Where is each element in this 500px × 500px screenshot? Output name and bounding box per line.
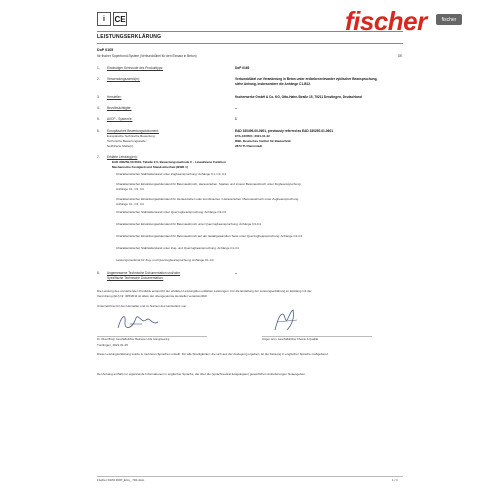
performance-line: Charakteristischer Einwirkungswiderstand für Betonausbruch, Herausziehen, Spalten und innerer Betonausbruch unter Zugbeanspruchung: bbox=[116, 182, 302, 186]
performance-line: Charakteristischer Stahlwiderstand unter Querzugbeanspruchung: Anhänge C3-C4 bbox=[116, 210, 227, 214]
signatory-name: Jürgen Grün, Geschäftsführer Chemie & Qualität bbox=[262, 338, 319, 341]
signed-for-text: Unterzeichnet für den Hersteller und im Namen des Herstellers von: bbox=[97, 304, 188, 308]
item-value: 1 bbox=[235, 117, 237, 121]
signature-line bbox=[97, 336, 207, 337]
brand-logo: fischer bbox=[345, 6, 427, 36]
header-marks bbox=[97, 12, 127, 26]
footer-file: Fischer DATA DOP_ECs_ 740.xlsm bbox=[97, 478, 145, 482]
item-value: -- bbox=[235, 271, 238, 275]
performance-line: Anhänge C1, C3, C4 bbox=[116, 202, 144, 206]
item-label: Hersteller: bbox=[107, 95, 122, 99]
item-sublabel: Technische Bewertungsstelle: bbox=[107, 139, 147, 143]
item-sublabel: Notifizierte Stelle(n): bbox=[107, 144, 135, 148]
item-value: EAD 330499-00-0601, previously referred as EAD 330250-01-0601 bbox=[235, 129, 333, 133]
ce-mark-icon: CE bbox=[113, 12, 127, 26]
signature-image bbox=[265, 308, 305, 334]
item-number: 1. bbox=[97, 66, 100, 70]
book-icon: i bbox=[97, 12, 111, 26]
language-code: DE bbox=[398, 54, 403, 58]
item-value: -- bbox=[235, 106, 238, 110]
brand-badge-icon: fischer bbox=[436, 14, 462, 25]
item-value: ETA-16/0501; 2021-01-22 bbox=[235, 134, 270, 138]
item-value-cont: siehe Anhang, insbesondere die Anhänge C1-B12. bbox=[235, 82, 311, 86]
performance-line: Charakteristischer Stahlwiderstand unter Zugbeanspruchung: Anhänge C1, C3, C4 bbox=[116, 172, 226, 176]
item-sublabel: Europäische Technische Bewertung: bbox=[107, 134, 156, 138]
footer-page: 1 / 1 bbox=[392, 478, 398, 482]
item-number: 4. bbox=[97, 106, 100, 110]
item-value: 2873 TU Darmstadt bbox=[235, 144, 263, 148]
item-label: Eindeutiger Kenncode des Produkttyps: bbox=[107, 66, 163, 70]
performance-line: Charakteristischer Stahlwiderstand unter Zug- und Querzugbeanspruchung: Anhänge C1-C4 bbox=[116, 246, 239, 250]
performance-line: Charakteristischer Einwirkungswiderstand für Herausziehen oder kombiniertes / Herausziehen / Betonausbruch unter Zugbeanspruchung: bbox=[116, 197, 299, 201]
item-number: 6. bbox=[97, 129, 100, 133]
statement-line: Die Leistung des vorstehenden Produkts entspricht der erklärten Leistung/den erklärten Leistungen. Für die Erstellung der Leistungserklärung im Einklang mit der bbox=[97, 289, 312, 293]
item-value: Verbunddübel zur Verankerung in Beton unter erdbebenrelevanter zyklischer Beanspruchung, bbox=[235, 77, 378, 81]
item-number: 2. bbox=[97, 77, 100, 81]
item-number: 3. bbox=[97, 95, 100, 99]
item-label: AVCP - System/e: bbox=[107, 117, 133, 121]
item-label: Verwendungszweck(e): bbox=[107, 77, 140, 81]
performance-line: Charakteristischer Einwirkungswiderstand für Betonausbruch unter Querzugbeanspruchung: Anhänge C3-C4 bbox=[116, 222, 261, 226]
item-number: 8. bbox=[97, 271, 100, 275]
signatory-name: Dr. Oliver Bürgi, Geschäftsführer Business Units & Engineering bbox=[97, 338, 170, 341]
title-divider bbox=[97, 43, 403, 44]
annex-note: Der Anhang enthält nur ergänzende Informationen in englischer Sprache, die über die (sprachneutral festgelegten) gesetzlichen Anforderungen hinausgehen. bbox=[97, 372, 306, 376]
item-label: Erklärte Leistung(en): bbox=[107, 155, 138, 159]
signature-line bbox=[262, 336, 372, 337]
item-label: Bevollmächtigter: bbox=[107, 106, 132, 110]
item-number: 7. bbox=[97, 155, 100, 159]
item-label: Europäisches Bewertungsdokument: bbox=[107, 129, 159, 133]
performance-line: Leistungsmerkmal für Zug- und Querzugbeanspruchung: Anhänge C1-C4 bbox=[116, 258, 214, 262]
item-value: fischerwerke GmbH & Co. KG, Otto-Hahn-Straße 15, 79211 Denzlingen, Deutschland bbox=[235, 95, 362, 99]
footer-divider bbox=[97, 476, 403, 477]
item-value: DIBt- Deutsches Institut für Bautechnik bbox=[235, 139, 291, 143]
item-number: 5. bbox=[97, 117, 100, 121]
item-label: Angemessene Technische Dokumentation und/oder bbox=[107, 271, 180, 275]
place-date: Tumlingen, 2021-01-25 bbox=[97, 343, 128, 347]
dop-subtitle: für fischer Superbond-System (Verbunddübel für den Einsatz in Beton) bbox=[97, 54, 197, 58]
dop-number: DoP 0165 bbox=[97, 48, 114, 52]
performance-subheading: Mechanische Festigkeit und Standsicherheit (BWR 1) bbox=[112, 165, 188, 169]
performance-heading: EAD 330250-00-0601, Tabelle 2.5, Bewertungsmethode C - Lineal/eiene Funktion bbox=[112, 160, 226, 164]
performance-line: Charakteristischer Einwirkungswiderstand für Betonausbruch auf der lastabgewandten Seite unter Querzugbeanspruchung: Anhänge C2-C4 bbox=[116, 234, 303, 238]
language-note: Diese Leistungserklärung wurde in mehreren Sprachen erstellt. Für alle Streitigkeiten, die sich aus der Auslegung ergeben, ist die Fassung in englischer Sprache maßgebend. bbox=[97, 352, 329, 356]
document-title: LEISTUNGSERKLÄRUNG bbox=[97, 34, 162, 40]
item-label-cont: Spezifische Technische Dokumentation: bbox=[107, 276, 164, 280]
performance-line: Anhänge C1, C3, C4 bbox=[116, 187, 144, 191]
statement-line: Verordnung (EU) Nr. 305/2011 ist allein der obengenannte Hersteller verantwortlich. bbox=[97, 294, 209, 298]
header-divider bbox=[97, 31, 403, 32]
signature-image bbox=[112, 310, 162, 334]
item-value: DoP 0165 bbox=[235, 66, 250, 70]
